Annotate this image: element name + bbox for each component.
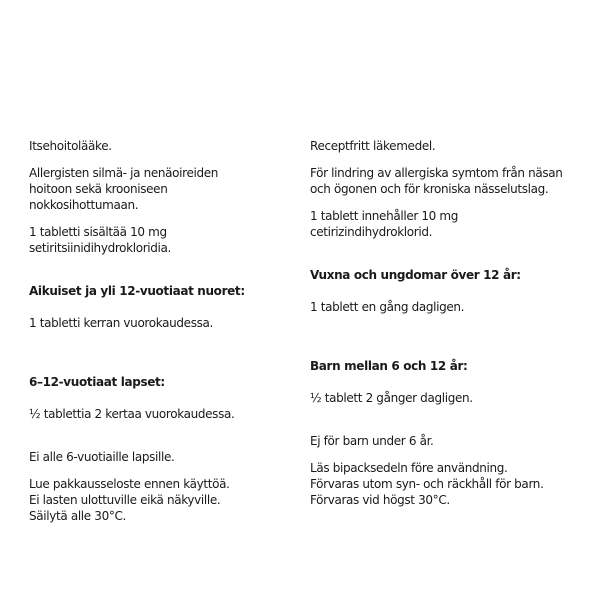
dosage-children-fi — [29, 358, 289, 438]
composition-sv: 1 tablett innehåller 10 mg cetirizindihydroklorid. — [310, 209, 459, 239]
age-restriction-fi: Ei alle 6-vuotiaille lapsille. — [29, 450, 175, 464]
dosage-children-sv — [310, 342, 580, 422]
dosage-adults-heading-fi: Aikuiset ja yli 12-vuotiaat nuoret: — [29, 284, 245, 298]
indication-sv: För lindring av allergiska symtom från näsan och ögonen och för kroniska nässelutslag. — [310, 166, 563, 196]
swedish-text-column — [310, 138, 580, 519]
age-restriction-sv: Ej för barn under 6 år. — [310, 434, 434, 448]
storage-instructions-fi: Lue pakkausseloste ennen käyttöä. Ei lasten ulottuville eikä näkyville. Säilytä alle 30°C. — [29, 477, 230, 523]
dosage-children-body-sv: ½ tablett 2 gånger dagligen. — [310, 391, 473, 405]
dosage-children-body-fi: ½ tablettia 2 kertaa vuorokaudessa. — [29, 407, 235, 421]
indication-fi: Allergisten silmä- ja nenäoireiden hoitoon sekä krooniseen nokkosihottumaan. — [29, 166, 219, 212]
storage-instructions-sv: Läs bipacksedeln före användning. Förvaras utom syn- och räckhåll för barn. Förvaras vid högst 30°C. — [310, 461, 544, 507]
dosage-adults-fi — [29, 267, 289, 347]
dosage-adults-body-fi: 1 tabletti kerran vuorokaudessa. — [29, 316, 213, 330]
dosage-children-heading-fi: 6–12-vuotiaat lapset: — [29, 375, 165, 389]
otc-label-sv: Receptfritt läkemedel. — [310, 139, 436, 153]
composition-fi: 1 tabletti sisältää 10 mg setiritsiinidihydrokloridia. — [29, 225, 172, 255]
dosage-adults-heading-sv: Vuxna och ungdomar över 12 år: — [310, 268, 521, 282]
otc-label-fi: Itsehoitolääke. — [29, 139, 112, 153]
finnish-text-column — [29, 138, 289, 535]
dosage-adults-sv — [310, 251, 580, 331]
dosage-adults-body-sv: 1 tablett en gång dagligen. — [310, 300, 465, 314]
dosage-children-heading-sv: Barn mellan 6 och 12 år: — [310, 359, 468, 373]
